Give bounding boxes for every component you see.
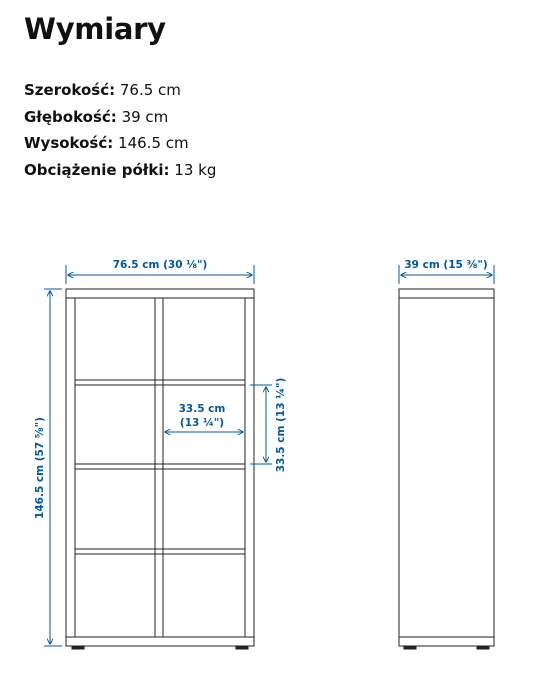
spec-label: Obciążenie półki: (24, 160, 170, 179)
side-bottom-board (399, 637, 494, 646)
height-label: 146.5 cm (57 ⅝") (34, 417, 46, 519)
middle-divider (155, 298, 163, 637)
spec-value: 146.5 cm (118, 134, 189, 152)
page-title: Wymiary (24, 12, 166, 46)
spec-value: 13 kg (174, 160, 217, 179)
top-board (66, 289, 254, 298)
compartment-width-in-label: (13 ¼") (179, 417, 225, 429)
spec-value: 39 cm (121, 107, 169, 126)
shelf-side-view (399, 289, 494, 649)
left-side-panel (66, 298, 75, 637)
side-panel (399, 298, 494, 637)
spec-label: Wysokość: (24, 134, 114, 152)
shelf-1 (75, 380, 245, 385)
compartment-width-cm-label: 33.5 cm (178, 403, 226, 415)
side-foot-left (404, 646, 416, 649)
spec-label: Szerokość: (24, 81, 116, 99)
shelf-front-view (66, 289, 254, 649)
compartment-height-label: 33.5 cm (13 ¼") (275, 377, 287, 473)
foot-left (72, 646, 84, 649)
spec-label: Głębokość: (24, 107, 117, 126)
right-side-panel (245, 298, 254, 637)
width-label: 76.5 cm (30 ⅛") (112, 259, 208, 271)
spec-value: 76.5 cm (119, 81, 181, 99)
foot-right (236, 646, 248, 649)
shelf-2 (75, 464, 245, 469)
side-foot-right (477, 646, 489, 649)
depth-label: 39 cm (15 ⅜") (404, 259, 488, 271)
side-top-board (399, 289, 494, 298)
shelf-3 (75, 549, 245, 554)
bottom-board (66, 637, 254, 646)
